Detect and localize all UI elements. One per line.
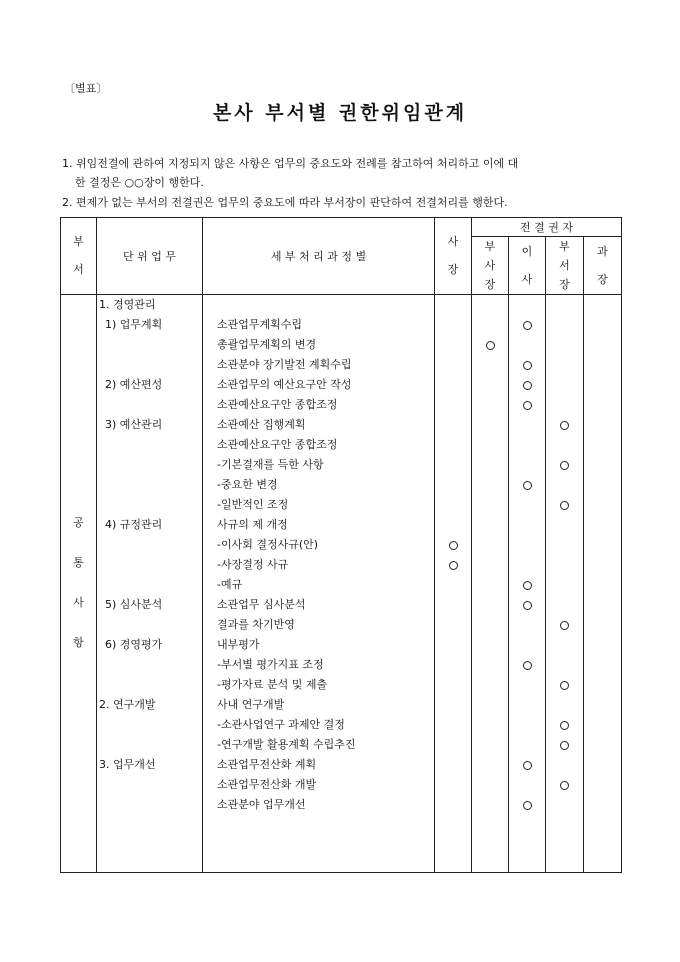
unit-task-cell: 5) 심사분석 <box>105 598 163 611</box>
approval-mark-icon <box>560 781 569 790</box>
section-mark-cell <box>584 635 621 655</box>
approval-mark-icon <box>523 401 532 410</box>
detail-column <box>203 295 435 873</box>
director-mark-cell <box>509 715 545 735</box>
depthead-mark-cell <box>546 495 583 515</box>
unit-task-cell <box>97 355 202 375</box>
approval-mark-icon <box>449 541 458 550</box>
president-mark-cell <box>435 295 471 315</box>
detail-cell: -부서별 평가지표 조정 <box>217 658 324 671</box>
common-matters-cell <box>61 295 97 873</box>
vp-mark-cell <box>472 735 508 755</box>
president-mark-cell <box>435 395 471 415</box>
president-mark-cell <box>435 595 471 615</box>
header-dept-head <box>546 237 584 295</box>
director-mark-cell <box>509 795 545 815</box>
director-mark-cell <box>509 355 545 375</box>
president-mark-cell <box>435 795 471 815</box>
vp-mark-cell <box>472 355 508 375</box>
section-mark-cell <box>584 675 621 695</box>
unit-task-column <box>97 295 203 873</box>
depthead-mark-cell <box>546 315 583 335</box>
unit-task-cell: 3. 업무개선 <box>99 758 156 771</box>
detail-cell: -소관사업연구 과제안 결정 <box>217 718 345 731</box>
director-mark-cell <box>509 335 545 355</box>
unit-task-cell <box>97 495 202 515</box>
vp-mark-cell <box>472 595 508 615</box>
depthead-char: 부 <box>559 240 570 253</box>
president-mark-cell <box>435 335 471 355</box>
unit-task-cell <box>97 475 202 495</box>
detail-cell: 소관예산요구안 종합조정 <box>217 438 338 451</box>
unit-task-cell: 6) 경영평가 <box>105 638 163 651</box>
president-mark-cell <box>435 375 471 395</box>
detail-cell: -예규 <box>217 578 243 591</box>
page-title: 본사 부서별 권한위임관계 <box>212 102 468 124</box>
vp-char: 사 <box>484 259 496 272</box>
president-mark-cell <box>435 535 471 555</box>
vp-mark-cell <box>472 615 508 635</box>
unit-task-cell <box>97 795 202 815</box>
vp-mark-cell <box>472 515 508 535</box>
director-mark-cell <box>509 435 545 455</box>
detail-cell: 결과를 차기반영 <box>217 618 295 631</box>
approval-mark-icon <box>560 681 569 690</box>
depthead-mark-cell <box>546 335 583 355</box>
approval-mark-icon <box>523 321 532 330</box>
approval-mark-icon <box>560 421 569 430</box>
header-president <box>435 218 472 295</box>
director-mark-cell <box>509 735 545 755</box>
depthead-mark-cell <box>546 395 583 415</box>
section-mark-cell <box>584 375 621 395</box>
approval-mark-icon <box>523 381 532 390</box>
detail-cell: 소관분야 업무개선 <box>217 798 306 811</box>
section-mark-cell <box>584 295 621 315</box>
unit-task-cell <box>97 655 202 675</box>
unit-task-cell: 4) 규정관리 <box>105 518 163 531</box>
section-mark-cell <box>584 775 621 795</box>
depthead-mark-cell <box>546 535 583 555</box>
header-department <box>61 218 97 295</box>
section-mark-cell <box>584 615 621 635</box>
dept-char: 서 <box>73 263 84 276</box>
unit-task-cell <box>97 775 202 795</box>
vp-mark-cell <box>472 655 508 675</box>
vp-mark-cell <box>472 755 508 775</box>
vp-char: 부 <box>484 240 496 253</box>
section-mark-cell <box>584 575 621 595</box>
unit-task-cell <box>97 435 202 455</box>
vp-mark-cell <box>472 795 508 815</box>
president-mark-cell <box>435 695 471 715</box>
director-mark-cell <box>509 635 545 655</box>
common-char: 통 <box>73 556 84 569</box>
vp-mark-cell <box>472 315 508 335</box>
director-mark-cell <box>509 555 545 575</box>
vp-mark-cell <box>472 375 508 395</box>
detail-cell: 소관업무전산화 개발 <box>217 778 317 791</box>
note-2: 2. 편제가 없는 부서의 전결권은 업무의 중요도에 따라 부서장이 판단하여 전결처리를 행한다. <box>62 196 508 209</box>
director-mark-cell <box>509 495 545 515</box>
detail-cell: -중요한 변경 <box>217 478 278 491</box>
vp-mark-cell <box>472 335 508 355</box>
president-char: 장 <box>447 263 459 276</box>
president-mark-cell <box>435 715 471 735</box>
vp-mark-cell <box>472 675 508 695</box>
detail-cell: 소관업무계획수립 <box>217 318 303 331</box>
depthead-mark-cell <box>546 695 583 715</box>
unit-task-cell: 1. 경영관리 <box>99 298 156 311</box>
director-column <box>509 295 546 873</box>
vp-mark-cell <box>472 395 508 415</box>
detail-cell: 소관업무 심사분석 <box>217 598 306 611</box>
approval-mark-icon <box>449 561 458 570</box>
president-mark-cell <box>435 435 471 455</box>
depthead-mark-cell <box>546 795 583 815</box>
director-mark-cell <box>509 675 545 695</box>
depthead-mark-cell <box>546 595 583 615</box>
approval-mark-icon <box>560 621 569 630</box>
depthead-mark-cell <box>546 775 583 795</box>
approval-mark-icon <box>486 341 495 350</box>
detail-cell: 소관업무의 예산요구안 작성 <box>217 378 352 391</box>
depthead-mark-cell <box>546 755 583 775</box>
detail-cell: 사규의 제 개정 <box>217 518 288 531</box>
detail-cell: -사장결정 사규 <box>217 558 289 571</box>
approval-mark-icon <box>523 581 532 590</box>
unit-task-cell: 2. 연구개발 <box>99 698 156 711</box>
director-mark-cell <box>509 515 545 535</box>
section-mark-cell <box>584 395 621 415</box>
depthead-column <box>546 295 584 873</box>
president-mark-cell <box>435 655 471 675</box>
authority-table <box>60 217 622 873</box>
section-mark-cell <box>584 715 621 735</box>
director-mark-cell <box>509 395 545 415</box>
header-authority: 전 결 권 자 <box>472 218 622 237</box>
depthead-mark-cell <box>546 555 583 575</box>
vp-mark-cell <box>472 695 508 715</box>
depthead-mark-cell <box>546 735 583 755</box>
approval-mark-icon <box>523 661 532 670</box>
header-detail: 세 부 처 리 과 정 별 <box>203 218 435 295</box>
approval-mark-icon <box>560 501 569 510</box>
depthead-mark-cell <box>546 655 583 675</box>
common-char: 항 <box>73 636 84 649</box>
depthead-mark-cell <box>546 615 583 635</box>
depthead-mark-cell <box>546 435 583 455</box>
unit-task-cell <box>97 555 202 575</box>
section-mark-cell <box>584 535 621 555</box>
approval-mark-icon <box>523 481 532 490</box>
section-mark-cell <box>584 355 621 375</box>
depthead-mark-cell <box>546 375 583 395</box>
vp-mark-cell <box>472 295 508 315</box>
unit-task-cell <box>97 575 202 595</box>
unit-task-cell <box>97 615 202 635</box>
note-1-continued: 한 결정은 ○○장이 행한다. <box>75 176 204 189</box>
vp-mark-cell <box>472 575 508 595</box>
section-mark-cell <box>584 315 621 335</box>
director-mark-cell <box>509 755 545 775</box>
approval-mark-icon <box>523 801 532 810</box>
section-mark-cell <box>584 595 621 615</box>
director-mark-cell <box>509 475 545 495</box>
approval-mark-icon <box>560 741 569 750</box>
approval-mark-icon <box>523 761 532 770</box>
president-mark-cell <box>435 515 471 535</box>
vp-mark-cell <box>472 475 508 495</box>
depthead-mark-cell <box>546 575 583 595</box>
depthead-mark-cell <box>546 355 583 375</box>
detail-cell: 소관분야 장기발전 계획수립 <box>217 358 352 371</box>
approval-mark-icon <box>560 721 569 730</box>
vp-column <box>472 295 509 873</box>
note-1: 1. 위임전결에 관하여 지정되지 않은 사항은 업무의 중요도와 전례를 참고하여 처리하고 이에 대 <box>62 157 519 170</box>
depthead-mark-cell <box>546 475 583 495</box>
sectionhead-char: 과 <box>597 244 608 258</box>
unit-task-cell <box>97 455 202 475</box>
president-column <box>435 295 472 873</box>
president-mark-cell <box>435 355 471 375</box>
president-mark-cell <box>435 675 471 695</box>
president-char: 사 <box>447 235 459 248</box>
president-mark-cell <box>435 775 471 795</box>
president-mark-cell <box>435 635 471 655</box>
vp-mark-cell <box>472 455 508 475</box>
president-mark-cell <box>435 475 471 495</box>
unit-task-cell <box>97 335 202 355</box>
depthead-mark-cell <box>546 715 583 735</box>
detail-cell: 사내 연구개발 <box>217 698 285 711</box>
sectionhead-column <box>584 295 622 873</box>
director-mark-cell <box>509 455 545 475</box>
section-mark-cell <box>584 475 621 495</box>
vp-char: 장 <box>484 278 496 291</box>
header-vice-president <box>472 237 509 295</box>
section-mark-cell <box>584 555 621 575</box>
director-mark-cell <box>509 595 545 615</box>
vp-mark-cell <box>472 555 508 575</box>
detail-cell: 총괄업무계획의 변경 <box>217 338 317 351</box>
president-mark-cell <box>435 495 471 515</box>
director-char: 사 <box>521 272 533 286</box>
vp-mark-cell <box>472 495 508 515</box>
detail-cell: 소관업무전산화 계획 <box>217 758 317 771</box>
director-mark-cell <box>509 535 545 555</box>
detail-cell: -이사회 결정사규(안) <box>217 538 319 551</box>
detail-cell: -연구개발 활용계획 수립추진 <box>217 738 356 751</box>
approval-mark-icon <box>560 461 569 470</box>
unit-task-cell <box>97 535 202 555</box>
detail-cell: 소관예산요구안 종합조정 <box>217 398 338 411</box>
unit-task-cell: 3) 예산관리 <box>105 418 163 431</box>
detail-cell: 내부평가 <box>217 638 260 651</box>
director-char: 이 <box>521 244 533 258</box>
detail-cell: 소관예산 집행계획 <box>217 418 306 431</box>
depthead-char: 서 <box>559 259 570 272</box>
unit-task-cell <box>97 735 202 755</box>
sectionhead-char: 장 <box>597 272 608 286</box>
section-mark-cell <box>584 795 621 815</box>
section-mark-cell <box>584 415 621 435</box>
detail-cell: -일반적인 조정 <box>217 498 289 511</box>
depthead-mark-cell <box>546 415 583 435</box>
vp-mark-cell <box>472 775 508 795</box>
section-mark-cell <box>584 495 621 515</box>
president-mark-cell <box>435 755 471 775</box>
approval-mark-icon <box>523 601 532 610</box>
section-mark-cell <box>584 335 621 355</box>
unit-task-cell: 1) 업무계획 <box>105 318 163 331</box>
section-mark-cell <box>584 735 621 755</box>
section-mark-cell <box>584 435 621 455</box>
depthead-mark-cell <box>546 455 583 475</box>
president-mark-cell <box>435 735 471 755</box>
unit-task-cell <box>97 395 202 415</box>
header-unit-task: 단 위 업 무 <box>97 218 203 295</box>
detail-cell: -기본결재를 득한 사항 <box>217 458 324 471</box>
director-mark-cell <box>509 655 545 675</box>
president-mark-cell <box>435 555 471 575</box>
depthead-mark-cell <box>546 515 583 535</box>
section-mark-cell <box>584 755 621 775</box>
header-section-head <box>584 237 622 295</box>
depthead-char: 장 <box>559 278 570 291</box>
common-char: 사 <box>73 596 84 609</box>
president-mark-cell <box>435 315 471 335</box>
director-mark-cell <box>509 695 545 715</box>
unit-task-cell <box>97 715 202 735</box>
director-mark-cell <box>509 295 545 315</box>
unit-task-cell: 2) 예산편성 <box>105 378 163 391</box>
common-char: 공 <box>73 516 84 529</box>
detail-cell <box>203 295 434 315</box>
vp-mark-cell <box>472 415 508 435</box>
unit-task-cell <box>97 675 202 695</box>
annex-label: 〔별표〕 <box>64 82 108 95</box>
director-mark-cell <box>509 375 545 395</box>
director-mark-cell <box>509 415 545 435</box>
director-mark-cell <box>509 575 545 595</box>
vp-mark-cell <box>472 435 508 455</box>
president-mark-cell <box>435 415 471 435</box>
section-mark-cell <box>584 515 621 535</box>
depthead-mark-cell <box>546 295 583 315</box>
section-mark-cell <box>584 695 621 715</box>
depthead-mark-cell <box>546 635 583 655</box>
approval-mark-icon <box>523 361 532 370</box>
president-mark-cell <box>435 615 471 635</box>
dept-char: 부 <box>73 235 84 248</box>
header-director <box>509 237 546 295</box>
section-mark-cell <box>584 655 621 675</box>
president-mark-cell <box>435 575 471 595</box>
director-mark-cell <box>509 775 545 795</box>
detail-cell: -평가자료 분석 및 제출 <box>217 678 328 691</box>
vp-mark-cell <box>472 535 508 555</box>
vp-mark-cell <box>472 715 508 735</box>
vp-mark-cell <box>472 635 508 655</box>
president-mark-cell <box>435 455 471 475</box>
director-mark-cell <box>509 615 545 635</box>
depthead-mark-cell <box>546 675 583 695</box>
section-mark-cell <box>584 455 621 475</box>
director-mark-cell <box>509 315 545 335</box>
